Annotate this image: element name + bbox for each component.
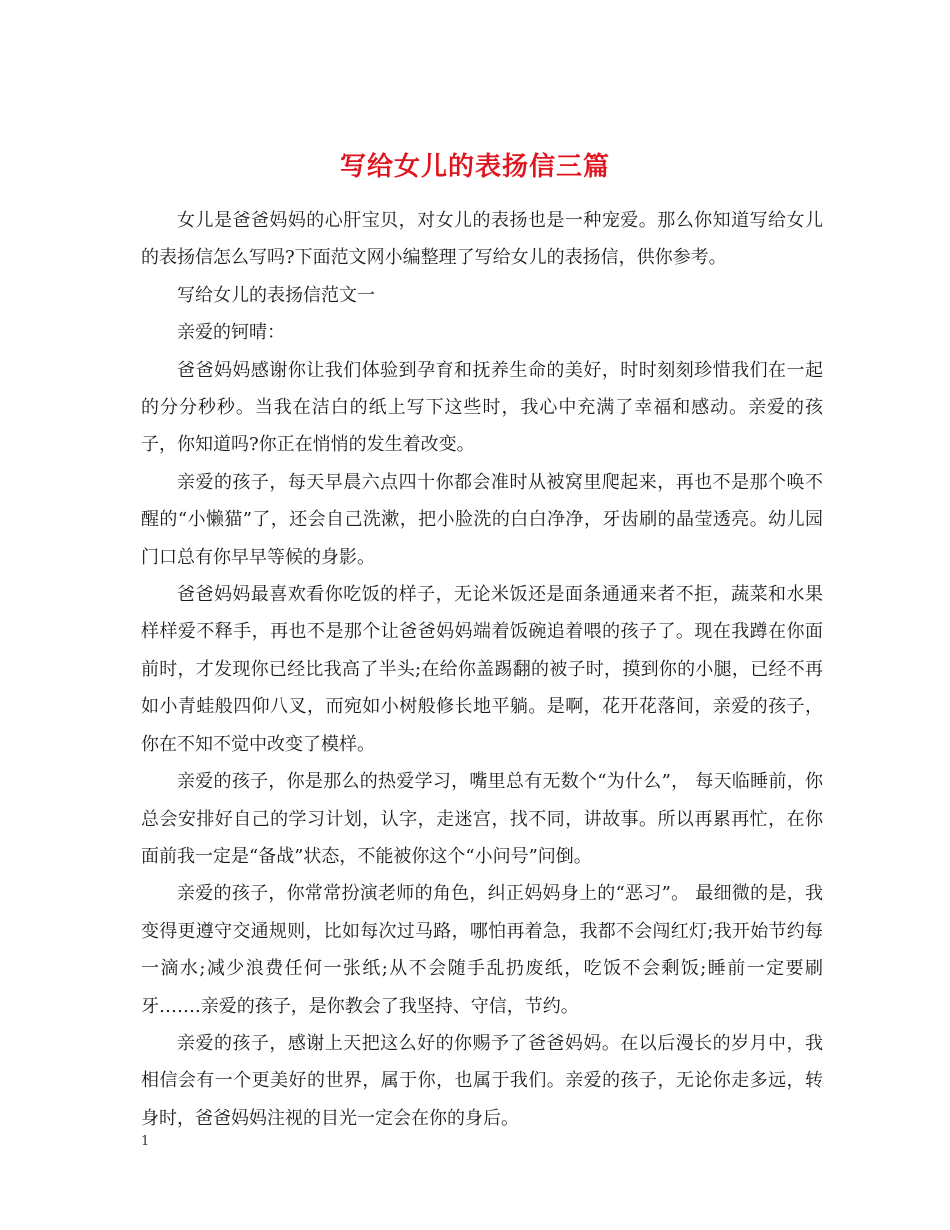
document-body xyxy=(141,202,823,1137)
page-number: 1 xyxy=(141,1134,150,1149)
section-heading: 写给女儿的表扬信范文一 xyxy=(177,284,375,306)
body-paragraph: 爸爸妈妈感谢你让我们体验到孕育和抚养生命的美好，时时刻刻珍惜我们在一起的分分秒秒。当我在洁白的纸上写下这些时，我心中充满了幸福和感动。亲爱的孩子，你知道吗?你正在悄悄的发生着改变。 xyxy=(141,359,823,456)
letter-salutation: 亲爱的钶晴： xyxy=(177,322,285,344)
body-paragraph: 亲爱的孩子，你常常扮演老师的角色，纠正妈妈身上的“恶习”。 最细微的是，我变得更遵守交通规则，比如每次过马路，哪怕再着急，我都不会闯红灯;我开始节约每一滴水;减少浪费任何一张纸;从不会随手乱扔废纸，吃饭不会剩饭;睡前一定要刷牙…….亲爱的孩子，是你教会了我坚持、守信，节约。 xyxy=(141,883,823,1017)
body-paragraph: 亲爱的孩子，你是那么的热爱学习，嘴里总有无数个“为什么”， 每天临睡前，你总会安排好自己的学习计划，认字，走迷宫，找不同，讲故事。所以再累再忙，在你面前我一定是“备战”状态，不能被你这个“小问号”问倒。 xyxy=(141,771,823,867)
body-paragraph: 亲爱的孩子，每天早晨六点四十你都会准时从被窝里爬起来，再也不是那个唤不醒的“小懒猫”了，还会自己洗漱，把小脸洗的白白净净，牙齿刷的晶莹透亮。幼儿园门口总有你早早等候的身影。 xyxy=(141,471,823,568)
body-paragraph: 爸爸妈妈最喜欢看你吃饭的样子，无论米饭还是面条通通来者不拒，蔬菜和水果样样爱不释手，再也不是那个让爸爸妈妈端着饭碗追着喂的孩子了。现在我蹲在你面前时，才发现你已经比我高了半头;在给你盖踢翻的被子时，摸到你的小腿，已经不再如小青蛙般四仰八叉，而宛如小树般修长地平躺。是啊，花开花落间，亲爱的孩子，你在不知不觉中改变了模样。 xyxy=(141,584,823,755)
page-title: 写给女儿的表扬信三篇 xyxy=(339,152,610,183)
body-paragraph: 亲爱的孩子，感谢上天把这么好的你赐予了爸爸妈妈。在以后漫长的岁月中，我相信会有一个更美好的世界，属于你，也属于我们。亲爱的孩子，无论你走多远，转身时，爸爸妈妈注视的目光一定会在你的身后。 xyxy=(141,1032,823,1129)
intro-paragraph: 女儿是爸爸妈妈的心肝宝贝，对女儿的表扬也是一种宠爱。那么你知道写给女儿的表扬信怎么写吗?下面范文网小编整理了写给女儿的表扬信，供你参考。 xyxy=(141,210,823,269)
